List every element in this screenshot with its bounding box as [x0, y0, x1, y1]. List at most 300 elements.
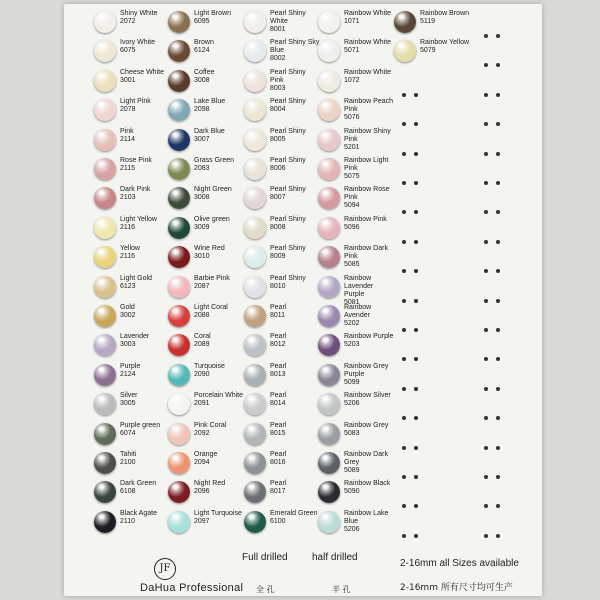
swatch-name: Rainbow Light Pink — [344, 157, 389, 172]
pearl-bead — [168, 276, 190, 298]
pearl-bead — [244, 40, 266, 62]
swatch-code: 6100 — [270, 517, 286, 525]
drill-hole — [496, 122, 500, 126]
color-swatch — [94, 10, 166, 40]
drill-hole — [496, 475, 500, 479]
pearl-bead — [168, 187, 190, 209]
pearl-bead — [94, 276, 116, 298]
swatch-label — [194, 392, 244, 408]
swatch-name: Pearl — [270, 421, 287, 429]
swatch-label — [194, 510, 244, 526]
drill-hole — [484, 328, 488, 332]
swatch-code: 3003 — [120, 341, 136, 349]
color-swatch — [168, 98, 240, 128]
drill-hole — [402, 387, 406, 391]
pearl-bead — [244, 217, 266, 239]
swatch-name: Pearl — [270, 480, 287, 488]
color-swatch — [244, 128, 316, 158]
color-chart-card — [64, 4, 542, 596]
color-swatch — [94, 186, 166, 216]
pearl-bead — [244, 158, 266, 180]
swatch-name: Dark Pink — [120, 186, 151, 194]
drill-hole — [484, 504, 488, 508]
full-drilled-label-cn: 全 孔 — [256, 585, 275, 594]
drill-hole — [496, 269, 500, 273]
swatch-code: 3008 — [194, 194, 210, 202]
drill-hole — [414, 240, 418, 244]
pearl-bead — [244, 276, 266, 298]
swatch-code: 5201 — [344, 143, 360, 151]
swatch-code: 5083 — [344, 429, 360, 437]
swatch-code: 2100 — [120, 459, 136, 466]
swatch-name: Pearl Shiny — [270, 98, 306, 106]
swatch-code: 6074 — [120, 429, 136, 437]
swatch-name: Rainbow Peach Pink — [344, 98, 394, 114]
color-swatch — [244, 422, 316, 452]
swatch-label — [194, 245, 244, 261]
color-swatch — [94, 333, 166, 363]
swatch-name: Cheese White — [120, 68, 164, 76]
sizes-available-text: 2-16mm all Sizes available — [400, 558, 519, 569]
swatch-label — [120, 186, 170, 202]
pearl-bead — [244, 70, 266, 92]
drill-hole — [402, 357, 406, 361]
color-swatch — [168, 422, 240, 452]
swatch-label — [194, 275, 244, 291]
pearl-bead — [94, 187, 116, 209]
swatch-label — [270, 245, 320, 261]
drill-hole — [414, 357, 418, 361]
swatch-name: Light Gold — [120, 274, 152, 282]
swatch-label — [194, 98, 244, 114]
pearl-bead — [244, 364, 266, 386]
color-swatch — [318, 480, 390, 510]
swatch-label — [344, 510, 394, 534]
color-swatch — [94, 216, 166, 246]
color-swatch — [94, 157, 166, 187]
swatch-code: 2116 — [120, 223, 136, 231]
color-swatch — [168, 216, 240, 246]
swatch-label — [270, 69, 320, 93]
swatch-label — [344, 480, 394, 496]
color-swatch — [244, 186, 316, 216]
pearl-bead — [94, 481, 116, 503]
swatch-name: Rainbow Brown — [420, 10, 470, 17]
color-swatch — [318, 363, 390, 393]
swatch-code: 2116 — [120, 253, 136, 261]
swatch-label — [194, 333, 244, 349]
drill-hole — [496, 93, 500, 97]
swatch-label — [344, 128, 394, 152]
drill-hole — [496, 357, 500, 361]
drill-hole — [484, 152, 488, 156]
swatch-label — [344, 216, 394, 232]
swatch-code: 8004 — [270, 106, 286, 114]
swatch-code: 5096 — [344, 223, 360, 231]
swatch-code: 2091 — [194, 400, 210, 408]
swatch-name: Emerald Green — [270, 509, 318, 517]
pearl-bead — [244, 452, 266, 474]
pearl-bead — [244, 511, 266, 533]
color-swatch — [318, 128, 390, 158]
swatch-label — [270, 216, 320, 232]
swatch-code: 5094 — [344, 202, 360, 210]
swatch-name: Lavender — [120, 333, 150, 341]
drill-hole — [496, 299, 500, 303]
color-swatch — [318, 392, 390, 422]
brand-name: DaHua Professional — [140, 582, 244, 594]
swatch-label — [270, 333, 320, 349]
color-swatch — [318, 451, 390, 481]
swatch-label — [420, 10, 470, 26]
swatch-code: 2090 — [194, 370, 210, 378]
pearl-bead — [168, 334, 190, 356]
color-swatch — [244, 98, 316, 128]
drill-hole — [414, 299, 418, 303]
pearl-bead — [318, 481, 340, 503]
swatch-name: Dark Green — [120, 480, 157, 488]
pearl-bead — [168, 305, 190, 327]
pearl-bead — [394, 11, 416, 33]
swatch-label — [194, 186, 244, 202]
pearl-bead — [318, 364, 340, 386]
drill-hole — [484, 34, 488, 38]
drill-hole — [496, 446, 500, 450]
swatch-code: 2098 — [194, 106, 210, 114]
swatch-label — [120, 245, 170, 261]
swatch-name: Rainbow Yellow — [420, 39, 470, 47]
pearl-bead — [168, 364, 190, 386]
pearl-bead — [244, 423, 266, 445]
color-swatch — [244, 333, 316, 363]
swatch-label — [270, 128, 320, 144]
swatch-code: 5089 — [344, 467, 360, 474]
drill-hole — [414, 210, 418, 214]
color-swatch — [244, 275, 316, 305]
drill-hole — [414, 269, 418, 273]
pearl-bead — [94, 393, 116, 415]
swatch-name: Barbie Pink — [194, 274, 230, 282]
pearl-bead — [318, 11, 340, 33]
swatch-code: 5203 — [344, 341, 360, 349]
swatch-name: Pearl Shiny — [270, 274, 306, 282]
swatch-name: Grass Green — [194, 157, 235, 164]
drill-hole — [414, 122, 418, 126]
swatch-code: 5075 — [344, 173, 360, 180]
swatch-name: Light Turquoise — [194, 509, 242, 517]
color-swatch — [94, 69, 166, 99]
swatch-label — [120, 333, 170, 349]
swatch-code: 6108 — [120, 488, 136, 496]
color-swatch — [318, 510, 390, 540]
drill-hole — [496, 181, 500, 185]
swatch-code: 2072 — [120, 18, 136, 25]
pearl-bead — [94, 99, 116, 121]
swatch-label — [270, 275, 320, 291]
color-swatch — [168, 510, 240, 540]
swatch-label — [344, 69, 394, 85]
drill-hole — [402, 328, 406, 332]
color-swatch — [168, 363, 240, 393]
drill-hole — [484, 240, 488, 244]
swatch-code: 5071 — [344, 47, 360, 55]
drill-hole — [496, 34, 500, 38]
pearl-bead — [94, 305, 116, 327]
swatch-label — [120, 216, 170, 232]
drill-hole — [484, 122, 488, 126]
swatch-label — [270, 392, 320, 408]
swatch-label — [194, 304, 244, 320]
drill-hole — [402, 240, 406, 244]
drill-hole — [402, 269, 406, 273]
swatch-label — [344, 304, 394, 328]
swatch-name: Brown — [194, 39, 214, 47]
drill-hole — [402, 152, 406, 156]
swatch-code: 6095 — [194, 18, 210, 25]
swatch-name: Pearl Shiny — [270, 127, 306, 135]
swatch-code: 3005 — [120, 400, 136, 408]
pearl-bead — [168, 511, 190, 533]
swatch-label — [194, 363, 244, 379]
color-swatch — [318, 98, 394, 128]
pearl-bead — [394, 40, 416, 62]
swatch-label — [194, 157, 244, 173]
color-swatch — [244, 157, 316, 187]
pearl-bead — [318, 423, 340, 445]
swatch-name: Porcelain White — [194, 392, 244, 400]
swatch-name: Rainbow Grey — [344, 421, 389, 429]
swatch-code: 3002 — [120, 312, 136, 319]
swatch-code: 5081 — [344, 298, 360, 306]
color-swatch — [94, 128, 166, 158]
swatch-label — [120, 128, 170, 144]
swatch-name: Light Pink — [120, 98, 151, 106]
drill-hole — [402, 299, 406, 303]
color-swatch — [244, 363, 316, 393]
swatch-name: Night Green — [194, 186, 232, 194]
swatch-label — [344, 186, 394, 210]
swatch-code: 2078 — [120, 106, 136, 114]
swatch-name: Rainbow Grey Purple — [344, 362, 389, 378]
swatch-name: Tahiti — [120, 451, 137, 458]
swatch-code: 6124 — [194, 47, 210, 55]
drill-hole — [496, 387, 500, 391]
pearl-bead — [168, 246, 190, 268]
pearl-bead — [168, 99, 190, 121]
drill-hole — [402, 181, 406, 185]
swatch-name: Light Coral — [194, 304, 228, 311]
swatch-name: Pearl Shiny Sky Blue — [270, 39, 320, 55]
swatch-name: Wine Red — [194, 245, 225, 253]
pearl-bead — [168, 40, 190, 62]
swatch-name: Pearl Shiny White — [270, 10, 306, 25]
color-swatch — [168, 392, 244, 422]
swatch-label — [120, 480, 170, 496]
pearl-bead — [318, 70, 340, 92]
swatch-code: 2089 — [194, 341, 210, 349]
pearl-bead — [168, 70, 190, 92]
color-swatch — [318, 157, 390, 187]
swatch-label — [194, 39, 244, 55]
swatch-label — [120, 69, 170, 85]
pearl-bead — [94, 511, 116, 533]
color-swatch — [168, 333, 240, 363]
color-swatch — [94, 304, 166, 334]
swatch-name: Pearl — [270, 451, 287, 458]
swatch-code: 8014 — [270, 400, 286, 408]
swatch-name: Turquoise — [194, 362, 225, 370]
swatch-label — [270, 39, 320, 63]
drill-hole — [484, 357, 488, 361]
swatch-name: Night Red — [194, 480, 226, 488]
swatch-label — [270, 98, 320, 114]
color-swatch — [244, 451, 316, 481]
swatch-code: 2094 — [194, 459, 210, 466]
pearl-bead — [94, 423, 116, 445]
swatch-name: Shiny White — [120, 10, 158, 17]
swatch-code: 5079 — [420, 47, 436, 55]
swatch-code: 3008 — [194, 76, 210, 84]
pearl-bead — [244, 305, 266, 327]
swatch-name: Black Agate — [120, 509, 157, 517]
drill-hole — [402, 210, 406, 214]
swatch-label — [270, 304, 320, 320]
swatch-name: Pearl Shiny — [270, 157, 306, 164]
swatch-label — [344, 392, 394, 408]
color-swatch — [94, 98, 166, 128]
swatch-code: 6123 — [120, 282, 136, 290]
pearl-bead — [244, 129, 266, 151]
swatch-name: Light Brown — [194, 10, 231, 17]
drill-hole — [402, 122, 406, 126]
swatch-code: 3001 — [120, 76, 136, 84]
swatch-label — [344, 157, 394, 181]
pearl-bead — [318, 452, 340, 474]
color-swatch — [94, 392, 166, 422]
color-swatch — [168, 39, 240, 69]
drill-hole — [496, 240, 500, 244]
color-swatch — [244, 392, 316, 422]
color-swatch — [318, 39, 390, 69]
pearl-bead — [94, 158, 116, 180]
swatch-code: 2096 — [194, 488, 210, 496]
swatch-name: Rainbow Dark Pink — [344, 245, 388, 261]
swatch-label — [194, 128, 244, 144]
swatch-code: 8006 — [270, 165, 286, 172]
swatch-name: Pearl — [270, 392, 287, 400]
color-swatch — [168, 275, 240, 305]
color-swatch — [244, 69, 316, 99]
color-swatch — [168, 186, 240, 216]
swatch-code: 8012 — [270, 341, 286, 349]
drill-hole — [496, 210, 500, 214]
drill-hole — [402, 475, 406, 479]
pearl-bead — [318, 217, 340, 239]
pearl-bead — [318, 99, 340, 121]
swatch-label — [194, 10, 244, 26]
swatch-label — [270, 480, 320, 496]
swatch-name: Rainbow Shiny Pink — [344, 127, 391, 143]
pearl-bead — [94, 217, 116, 239]
swatch-name: Rainbow White — [344, 68, 392, 76]
drill-hole — [414, 416, 418, 420]
pearl-bead — [318, 187, 340, 209]
drill-hole — [414, 475, 418, 479]
pearl-bead — [168, 11, 190, 33]
color-swatch — [318, 216, 390, 246]
swatch-label — [194, 69, 244, 85]
swatch-name: Dark Blue — [194, 127, 225, 135]
swatch-label — [344, 363, 394, 387]
color-swatch — [94, 510, 166, 540]
pearl-bead — [318, 129, 340, 151]
swatch-label — [120, 275, 170, 291]
drill-hole — [484, 416, 488, 420]
pearl-bead — [168, 158, 190, 180]
swatch-name: Rainbow Lavender Purple — [344, 274, 374, 298]
swatch-name: Light Yellow — [120, 215, 157, 223]
swatch-code: 2110 — [120, 517, 136, 525]
swatch-code: 8002 — [270, 55, 286, 63]
swatch-code: 8013 — [270, 370, 286, 378]
swatch-label — [270, 186, 320, 202]
drill-hole — [414, 93, 418, 97]
swatch-name: Purple green — [120, 421, 161, 429]
swatch-label — [270, 10, 320, 34]
swatch-name: Pearl Shiny Pink — [270, 68, 306, 84]
color-swatch — [244, 480, 316, 510]
pearl-bead — [318, 334, 340, 356]
swatch-code: 2115 — [120, 165, 136, 172]
drill-hole — [484, 181, 488, 185]
drill-hole — [414, 446, 418, 450]
pearl-bead — [318, 40, 340, 62]
swatch-code: 2087 — [194, 282, 210, 290]
swatch-code: 8015 — [270, 429, 286, 437]
color-swatch — [94, 275, 166, 305]
pearl-bead — [244, 99, 266, 121]
pearl-bead — [94, 11, 116, 33]
swatch-code: 5076 — [344, 114, 360, 122]
color-swatch — [244, 10, 316, 40]
drill-hole — [484, 446, 488, 450]
swatch-label — [120, 39, 170, 55]
drill-hole — [414, 504, 418, 508]
swatch-label — [120, 510, 170, 526]
swatch-code: 8009 — [270, 253, 286, 261]
swatch-label — [120, 98, 170, 114]
swatch-code: 8001 — [270, 26, 286, 33]
color-swatch — [94, 245, 166, 275]
color-swatch — [168, 157, 240, 187]
swatch-label — [420, 39, 470, 55]
drill-hole — [484, 93, 488, 97]
color-swatch — [394, 10, 470, 40]
pearl-bead — [318, 511, 340, 533]
drill-hole — [484, 210, 488, 214]
swatch-label — [344, 245, 394, 269]
pearl-bead — [168, 217, 190, 239]
swatch-name: Orange — [194, 451, 218, 458]
swatch-code: 3009 — [194, 223, 210, 231]
color-swatch — [318, 275, 390, 305]
swatch-name: Coral — [194, 333, 211, 341]
swatch-code: 8005 — [270, 135, 286, 143]
swatch-name: Ivory White — [120, 39, 156, 47]
pearl-bead — [244, 334, 266, 356]
swatch-label — [270, 422, 320, 438]
swatch-code: 1072 — [344, 76, 360, 84]
